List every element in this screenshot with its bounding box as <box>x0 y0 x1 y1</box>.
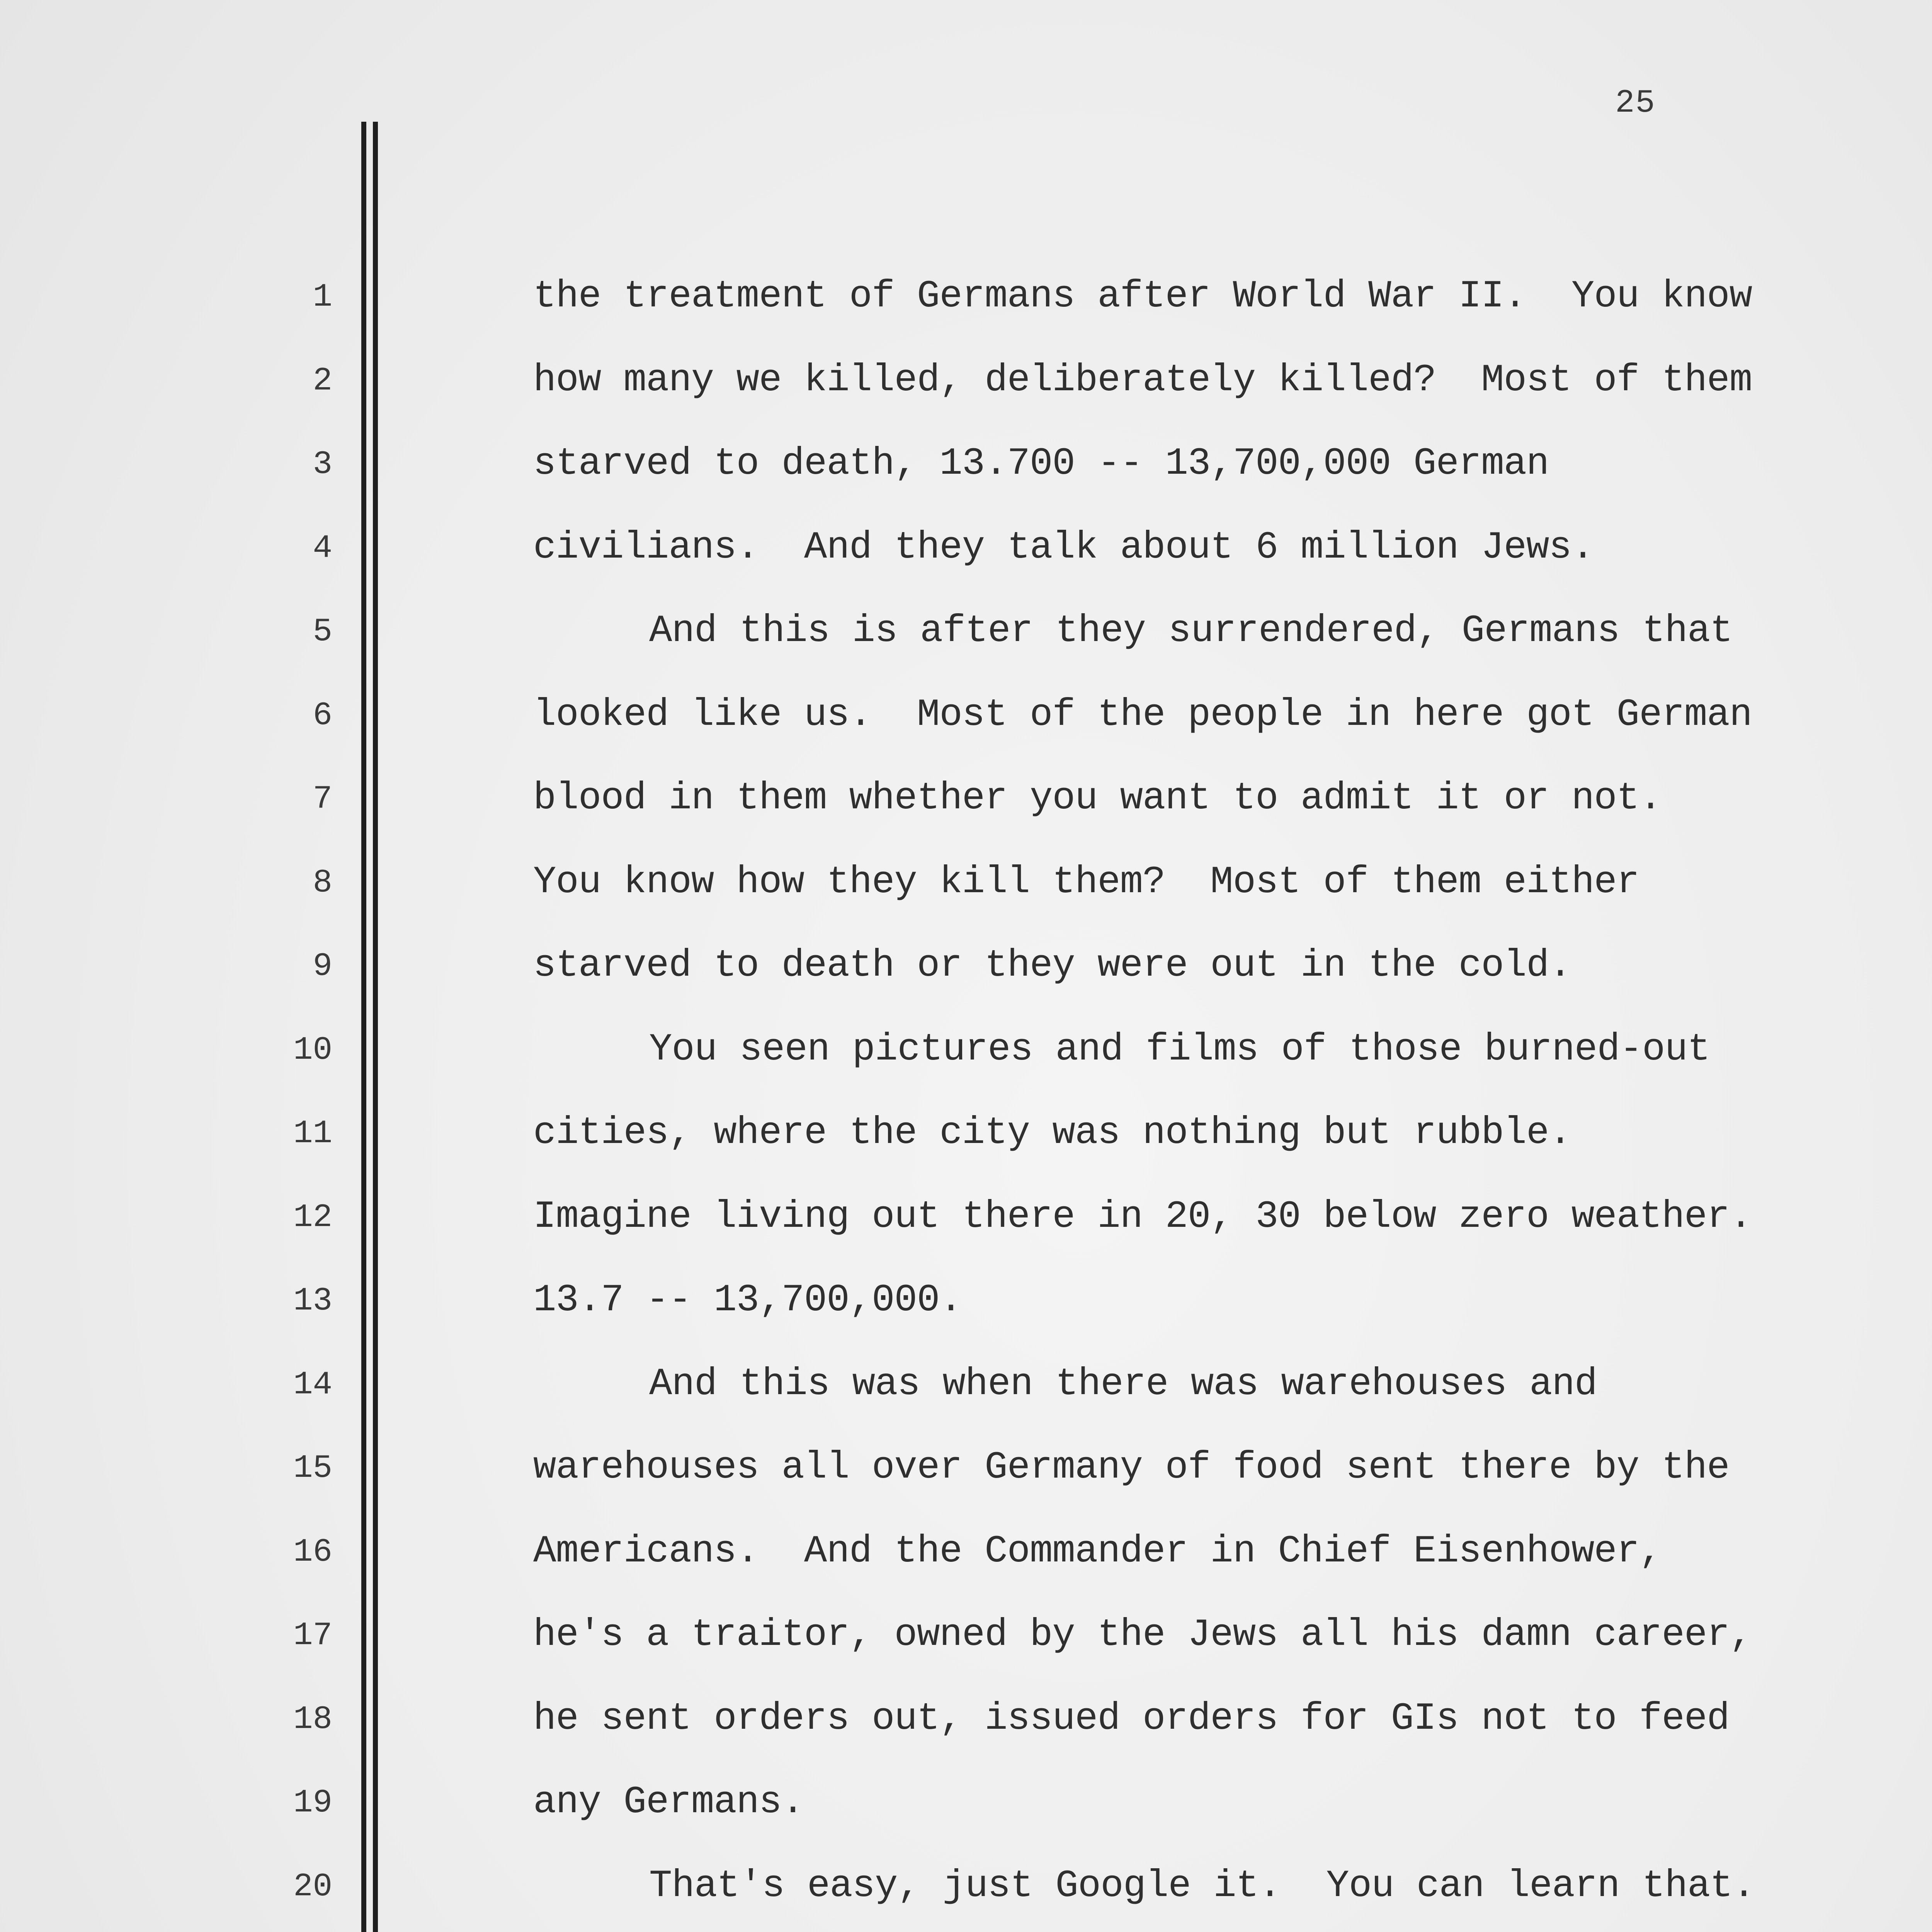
line-number: 15 <box>293 1450 332 1487</box>
transcript-line: You know how they kill them? Most of them either <box>533 861 1639 904</box>
margin-rule-left <box>361 122 366 1932</box>
transcript-line: he's a traitor, owned by the Jews all his damn career, <box>533 1613 1752 1656</box>
line-number: 10 <box>293 1032 332 1069</box>
transcript-line: the treatment of Germans after World War II. You know <box>533 275 1752 318</box>
line-number: 11 <box>293 1116 332 1152</box>
transcript-line: how many we killed, deliberately killed? Most of them <box>533 359 1752 402</box>
transcript-line: starved to death or they were out in the cold. <box>533 944 1571 987</box>
margin-rule-right <box>373 122 378 1932</box>
line-number: 3 <box>313 446 332 483</box>
transcript-line: civilians. And they talk about 6 million Jews. <box>533 526 1594 569</box>
transcript-line: Americans. And the Commander in Chief Eisenhower, <box>533 1530 1662 1573</box>
line-number: 5 <box>313 614 332 650</box>
line-number: 8 <box>313 865 332 901</box>
transcript-line: You seen pictures and films of those burned-out <box>649 1028 1710 1071</box>
transcript-line: And this was when there was warehouses and <box>649 1362 1597 1406</box>
transcript-line: blood in them whether you want to admit it or not. <box>533 777 1662 820</box>
transcript-line: looked like us. Most of the people in here got German <box>533 693 1752 736</box>
transcript-line: starved to death, 13.700 -- 13,700,000 German <box>533 442 1549 485</box>
line-number: 2 <box>313 363 332 400</box>
transcript-line: Imagine living out there in 20, 30 below zero weather. <box>533 1195 1752 1238</box>
line-number: 13 <box>293 1283 332 1320</box>
line-number: 6 <box>313 697 332 734</box>
line-number: 4 <box>313 530 332 567</box>
line-number: 14 <box>293 1367 332 1403</box>
transcript-line: cities, where the city was nothing but rubble. <box>533 1111 1571 1155</box>
transcript-line: That's easy, just Google it. You can learn that. <box>649 1864 1755 1908</box>
page-number: 25 <box>1615 85 1656 122</box>
transcript-line: And this is after they surrendered, Germans that <box>649 609 1733 653</box>
line-number: 16 <box>293 1534 332 1571</box>
line-number: 1 <box>313 279 332 316</box>
line-number: 7 <box>313 781 332 818</box>
line-number: 18 <box>293 1701 332 1738</box>
transcript-line: he sent orders out, issued orders for GIs not to feed <box>533 1697 1730 1740</box>
transcript-line: 13.7 -- 13,700,000. <box>533 1279 962 1322</box>
line-number: 17 <box>293 1617 332 1654</box>
line-number: 12 <box>293 1199 332 1236</box>
line-number: 19 <box>293 1785 332 1821</box>
line-number: 9 <box>313 948 332 985</box>
transcript-line: any Germans. <box>533 1781 804 1824</box>
transcript-line: warehouses all over Germany of food sent there by the <box>533 1446 1730 1489</box>
line-number: 20 <box>293 1869 332 1905</box>
